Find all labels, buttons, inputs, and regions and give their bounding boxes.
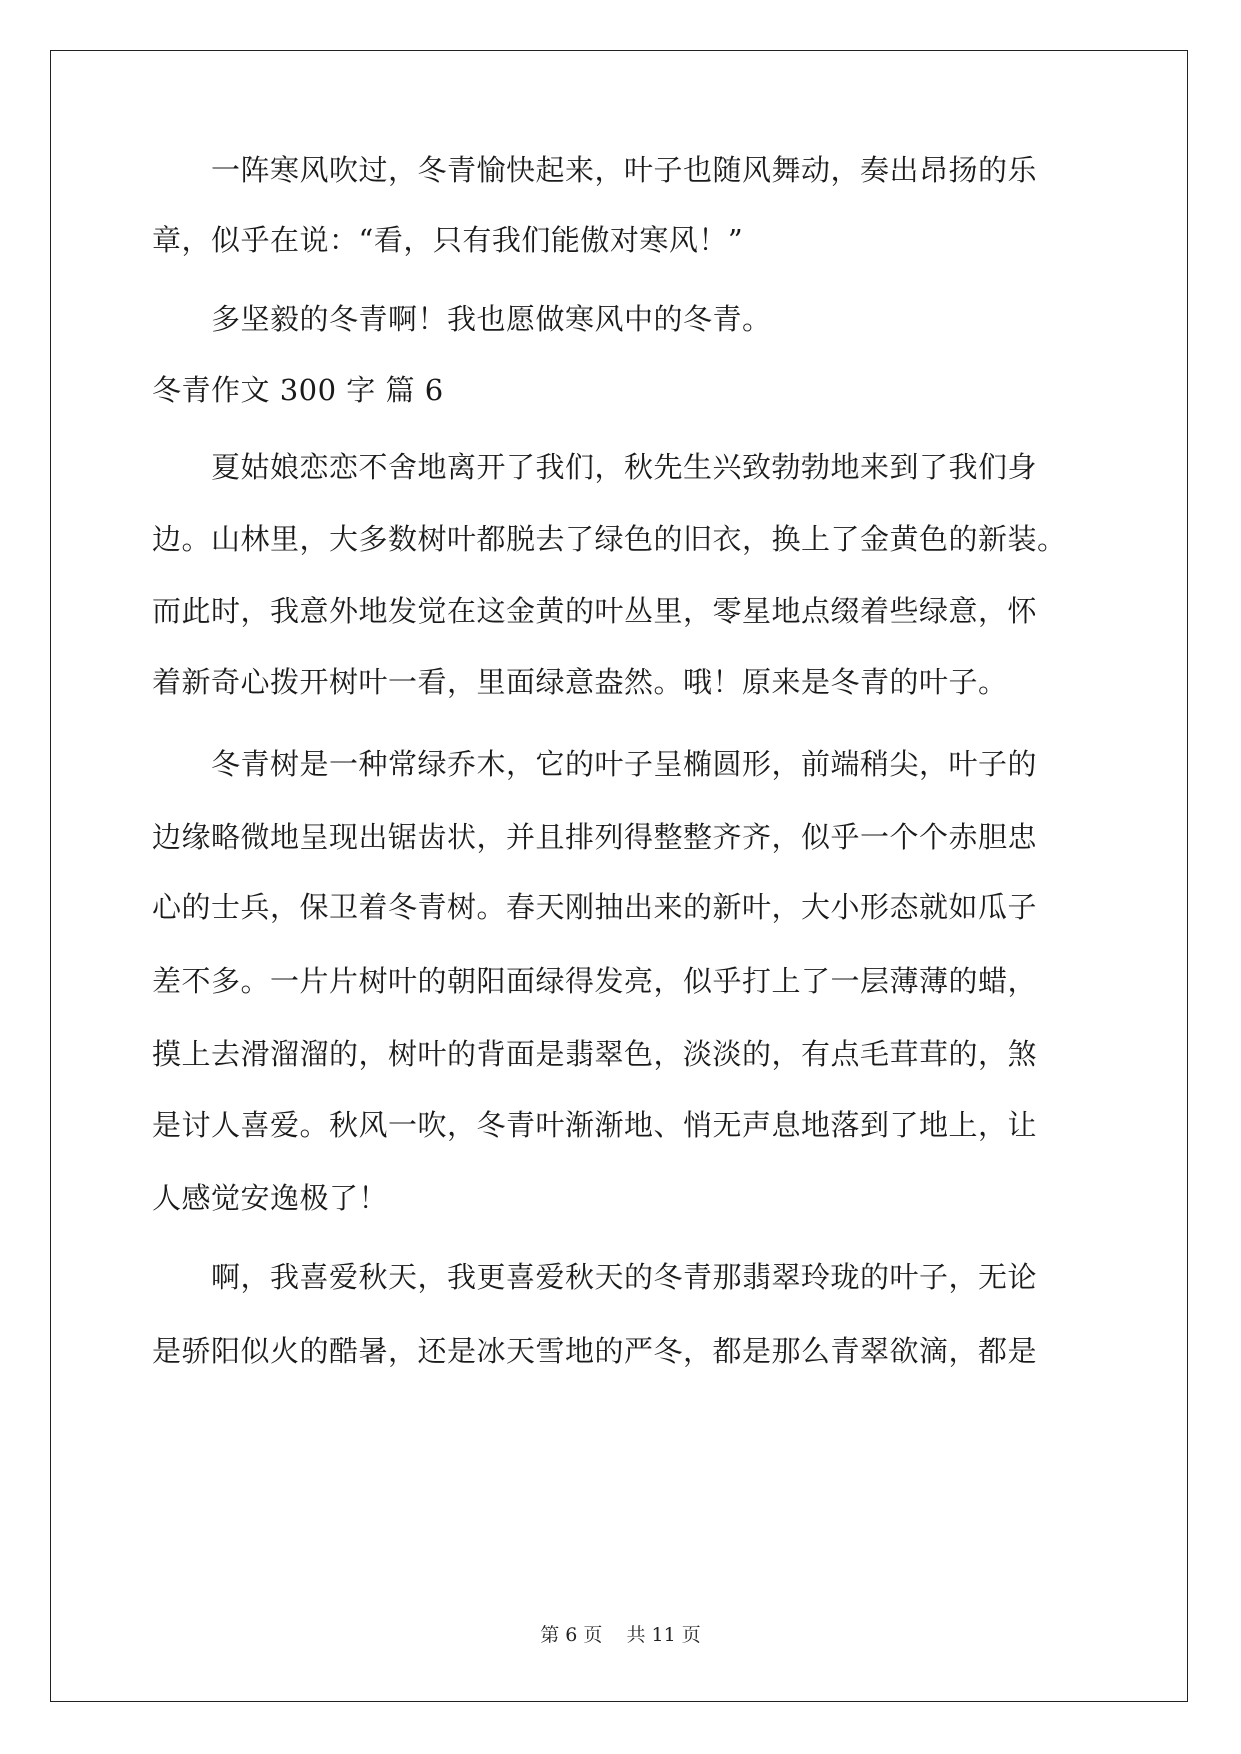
text-line: 冬青树是一种常绿乔木，它的叶子呈椭圆形，前端稍尖，叶子的 bbox=[152, 747, 1038, 781]
text-line: 边。山林里，大多数树叶都脱去了绿色的旧衣，换上了金黄色的新装。 bbox=[152, 522, 1067, 556]
page-footer bbox=[0, 1623, 1241, 1647]
page-number-current: 第 6 页 bbox=[540, 1624, 603, 1646]
text-line: 啊，我喜爱秋天，我更喜爱秋天的冬青那翡翠玲珑的叶子，无论 bbox=[152, 1260, 1038, 1294]
text-line: 人感觉安逸极了！ bbox=[152, 1181, 389, 1215]
text-line: 着新奇心拨开树叶一看，里面绿意盎然。哦！原来是冬青的叶子。 bbox=[152, 665, 1008, 699]
text-line: 是讨人喜爱。秋风一吹，冬青叶渐渐地、悄无声息地落到了地上，让 bbox=[152, 1108, 1038, 1142]
text-line: 多坚毅的冬青啊！我也愿做寒风中的冬青。 bbox=[152, 302, 772, 336]
text-line: 心的士兵，保卫着冬青树。春天刚抽出来的新叶，大小形态就如瓜子 bbox=[152, 890, 1038, 924]
text-line: 边缘略微地呈现出锯齿状，并且排列得整整齐齐，似乎一个个赤胆忠 bbox=[152, 820, 1038, 854]
section-heading: 冬青作文 300 字 篇 6 bbox=[152, 373, 444, 407]
text-line: 是骄阳似火的酷暑，还是冰天雪地的严冬，都是那么青翠欲滴，都是 bbox=[152, 1334, 1038, 1368]
text-line: 夏姑娘恋恋不舍地离开了我们，秋先生兴致勃勃地来到了我们身 bbox=[152, 450, 1038, 484]
text-line: 一阵寒风吹过，冬青愉快起来，叶子也随风舞动，奏出昂扬的乐 bbox=[152, 153, 1038, 187]
text-line: 摸上去滑溜溜的，树叶的背面是翡翠色，淡淡的，有点毛茸茸的，煞 bbox=[152, 1037, 1038, 1071]
text-line: 而此时，我意外地发觉在这金黄的叶丛里，零星地点缀着些绿意，怀 bbox=[152, 594, 1038, 628]
text-line: 差不多。一片片树叶的朝阳面绿得发亮，似乎打上了一层薄薄的蜡， bbox=[152, 964, 1038, 998]
page-border bbox=[50, 50, 1188, 1702]
page-number-total: 共 11 页 bbox=[626, 1624, 701, 1646]
text-line: 章，似乎在说：“看，只有我们能傲对寒风！” bbox=[152, 223, 744, 257]
